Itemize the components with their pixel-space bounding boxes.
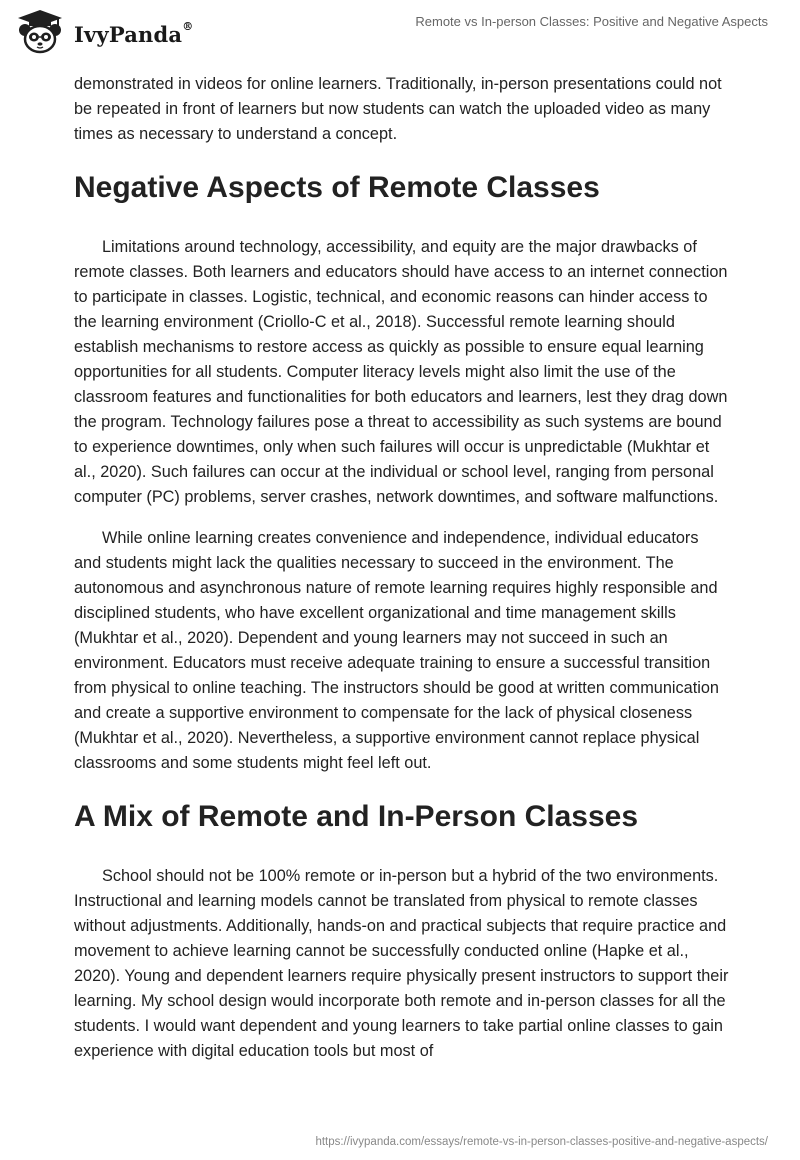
intro-paragraph: demonstrated in videos for online learners. Traditionally, in-person presentations could not be repeated in front of learners but now students can watch the uploaded video as many times as necessary to understand a concept. xyxy=(74,75,722,143)
document-title: Remote vs In-person Classes: Positive and Negative Aspects xyxy=(415,14,768,29)
paragraph: While online learning creates convenience and independence, individual educators and students might lack the qualities necessary to succeed in the environment. The autonomous and asynchronous nature of remote learning requires highly responsible and disciplined students, who have excellent organizational and time management skills (Mukhtar et al., 2020). Dependent and young learners may not succeed in such an environment. Educators must receive adequate training to ensure a successful transition from physical to online teaching. The instructors should be good at written communication and create a supportive environment to compensate for the lack of physical closeness (Mukhtar et al., 2020). Nevertheless, a supportive environment cannot replace physical classrooms and some students might feel left out. xyxy=(74,529,719,772)
source-url[interactable]: https://ivypanda.com/essays/remote-vs-in-person-classes-positive-and-negative-aspects/ xyxy=(315,1136,768,1148)
panda-graduate-icon xyxy=(14,8,66,54)
heading-negative-aspects: Negative Aspects of Remote Classes xyxy=(74,171,600,204)
paragraph: School should not be 100% remote or in-person but a hybrid of the two environments. Instructional and learning models cannot be translated from physical to remote classes without adjustments. Additionally, hands-on and practical subjects that require practice and movement to achieve learning cannot be successfully conducted online (Hapke et al., 2020). Young and dependent learners require physically present instructors to support their learning. My school design would incorporate both remote and in-person classes for all the students. I would want dependent and young learners to take partial online classes to gain experience with digital education tools but most of xyxy=(74,867,729,1060)
ivypanda-logo[interactable] xyxy=(14,8,193,54)
heading-mix-classes: A Mix of Remote and In-Person Classes xyxy=(74,800,639,833)
essay-content xyxy=(74,72,730,1080)
page-header xyxy=(0,0,800,64)
paragraph: Limitations around technology, accessibility, and equity are the major drawbacks of remote classes. Both learners and educators should have access to an internet connection to participate in classes. Logistic, technical, and economic reasons can hinder access to the learning environment (Criollo-C et al., 2018). Successful remote learning should establish mechanisms to restore access as quickly as possible to ensure equal learning opportunities for all students. Computer literacy levels might also limit the use of the classroom features and functionalities for both educators and learners, lest they drag down the program. Technology failures pose a threat to accessibility as such systems are bound to experience downtimes, only when such failures will occur is unpredictable (Mukhtar et al., 2020). Such failures can occur at the individual or school level, ranging from personal computer (PC) problems, server crashes, network downtimes, and software malfunctions. xyxy=(74,238,728,506)
brand-name: IvyPanda® xyxy=(74,19,194,47)
